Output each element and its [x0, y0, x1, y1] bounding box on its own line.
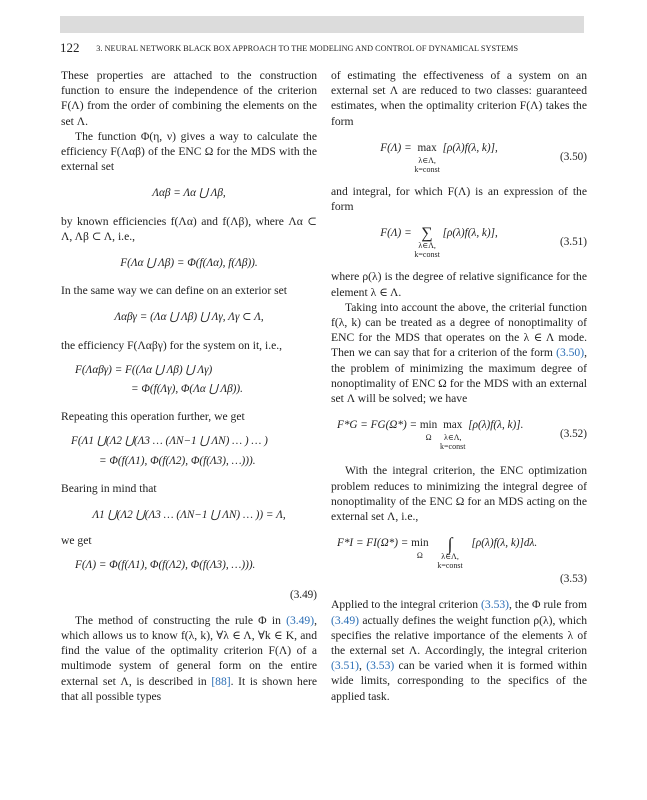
citation-link[interactable]: [88]: [211, 674, 231, 688]
equation: = Φ(f(Λ1), Φ(f(Λ2), Φ(f(Λ3), …))).: [99, 454, 256, 467]
equation-reference-link[interactable]: (3.53): [366, 659, 395, 673]
paragraph: The method of constructing the rule Φ in (3.49), which allows us to know f(λ, k), ∀λ ∈ Λ, ∀k ∈ K, and find the value of the optimality criterion F(Λ) of a multimode system of general form on the entire external set Λ, is described in [88]. It is shown here that all possible types: [61, 613, 317, 703]
paragraph: the efficiency F(Λαβγ) for the system on it, i.e.,: [61, 338, 283, 352]
equation-3-52: F*G = FG(Ω*) = min Ω max λ∈Λ, k=const [ρ(λ)f(λ, k)]. (3.52): [337, 419, 587, 452]
equation-number: (3.51): [559, 236, 587, 249]
equation-3-53: F*I = FI(Ω*) = min Ω ∫ λ∈Λ, k=const [ρ(λ)f(λ, k)]dλ.: [337, 534, 538, 571]
equation-reference-link[interactable]: (3.51): [331, 659, 360, 673]
equation-3-50: F(Λ) = max λ∈Λ, k=const [ρ(λ)f(λ, k)], (3.50): [380, 141, 587, 175]
paragraph: With the integral criterion, the ENC optimization problem reduces to minimizing the integral degree of nonoptimality of the ENC Ω for an MDS acting on the external set Λ, i.e.,: [331, 464, 587, 524]
equation-3-51: F(Λ) = ∑ λ∈Λ, k=const [ρ(λ)f(λ, k)], (3.51): [380, 225, 587, 260]
equation-number: (3.53): [559, 573, 587, 586]
equation: Λαβ = Λα ⋃ Λβ,: [152, 187, 226, 200]
equation-number: (3.52): [559, 428, 587, 441]
paragraph: by known efficiencies f(Λα) and f(Λβ), where Λα ⊂ Λ, Λβ ⊂ Λ, i.e.,: [61, 214, 317, 243]
left-column: [61, 68, 317, 704]
running-header: [60, 40, 584, 56]
equation: F(Λ1 ⋃(Λ2 ⋃(Λ3 … (ΛN−1 ⋃ ΛN) … ) … ): [71, 435, 268, 448]
paragraph: we get: [61, 534, 92, 548]
top-gray-bar: [60, 16, 584, 33]
equation: = Φ(f(Λγ), Φ(Λα ⋃ Λβ)).: [131, 383, 243, 396]
equation-reference-link[interactable]: (3.49): [286, 613, 315, 627]
equation-reference-link[interactable]: (3.49): [331, 613, 360, 627]
equation-number: (3.49): [289, 588, 317, 601]
page-number: 122: [60, 40, 80, 55]
equation: F(Λα ⋃ Λβ) = Φ(f(Λα), f(Λβ)).: [120, 257, 258, 270]
paragraph: In the same way we can define on an exterior set: [61, 284, 287, 298]
paragraph: where ρ(λ) is the degree of relative significance for the element λ ∈ Λ.: [331, 270, 587, 299]
paragraph: These properties are attached to the construction function to ensure the independence of the criterion F(Λ) from the order of combining the elements on the set Λ.: [61, 69, 317, 128]
paragraph: and integral, for which F(Λ) is an expression of the form: [331, 185, 587, 214]
equation: F(Λαβγ) = F((Λα ⋃ Λβ) ⋃ Λγ): [75, 363, 213, 376]
equation: F(Λ) = Φ(f(Λ1), Φ(f(Λ2), Φ(f(Λ3), …))).: [75, 559, 256, 572]
paragraph: of estimating the effectiveness of a system on an external set Λ are reduced to two classes: guaranteed estimates, when the optimality criterion F(Λ) takes the form: [331, 69, 587, 128]
paragraph: Applied to the integral criterion (3.53), the Φ rule from (3.49) actually defines the weight function ρ(λ), which specifies the relative importance of the elements λ of the external set Λ. Accordingly, the integral criterion (3.51), (3.53) can be varied when it is formed within wide limits, corresponding to the specifics of the applied task.: [331, 598, 587, 703]
paragraph: The function Φ(η, ν) gives a way to calculate the efficiency F(Λαβ) of the ENC Ω for the MDS with the external set: [61, 129, 317, 174]
right-column: [331, 68, 587, 704]
equation: Λαβγ = (Λα ⋃ Λβ) ⋃ Λγ, Λγ ⊂ Λ,: [114, 311, 264, 324]
paragraph: Bearing in mind that: [61, 481, 157, 495]
equation: Λ1 ⋃(Λ2 ⋃(Λ3 … (ΛN−1 ⋃ ΛN) … )) = Λ,: [92, 509, 286, 522]
equation-number: (3.50): [559, 150, 587, 163]
chapter-title: 3. NEURAL NETWORK BLACK BOX APPROACH TO THE MODELING AND CONTROL OF DYNAMICAL SYSTEMS: [96, 44, 519, 53]
paragraph: Taking into account the above, the criterial function f(λ, k) can be treated as a degree of nonoptimality of ENC for the MDS that operates on the λ ∈ Λ mode. Then we can say that for a criterion of the form (3.50), the problem of minimizing the maximum degree of nonoptimality of ENC Ω for the MDS with an external set Λ will be solved; we have: [331, 300, 587, 406]
equation-reference-link[interactable]: (3.50): [556, 346, 585, 360]
equation-reference-link[interactable]: (3.53): [481, 598, 510, 612]
paragraph: Repeating this operation further, we get: [61, 410, 245, 424]
